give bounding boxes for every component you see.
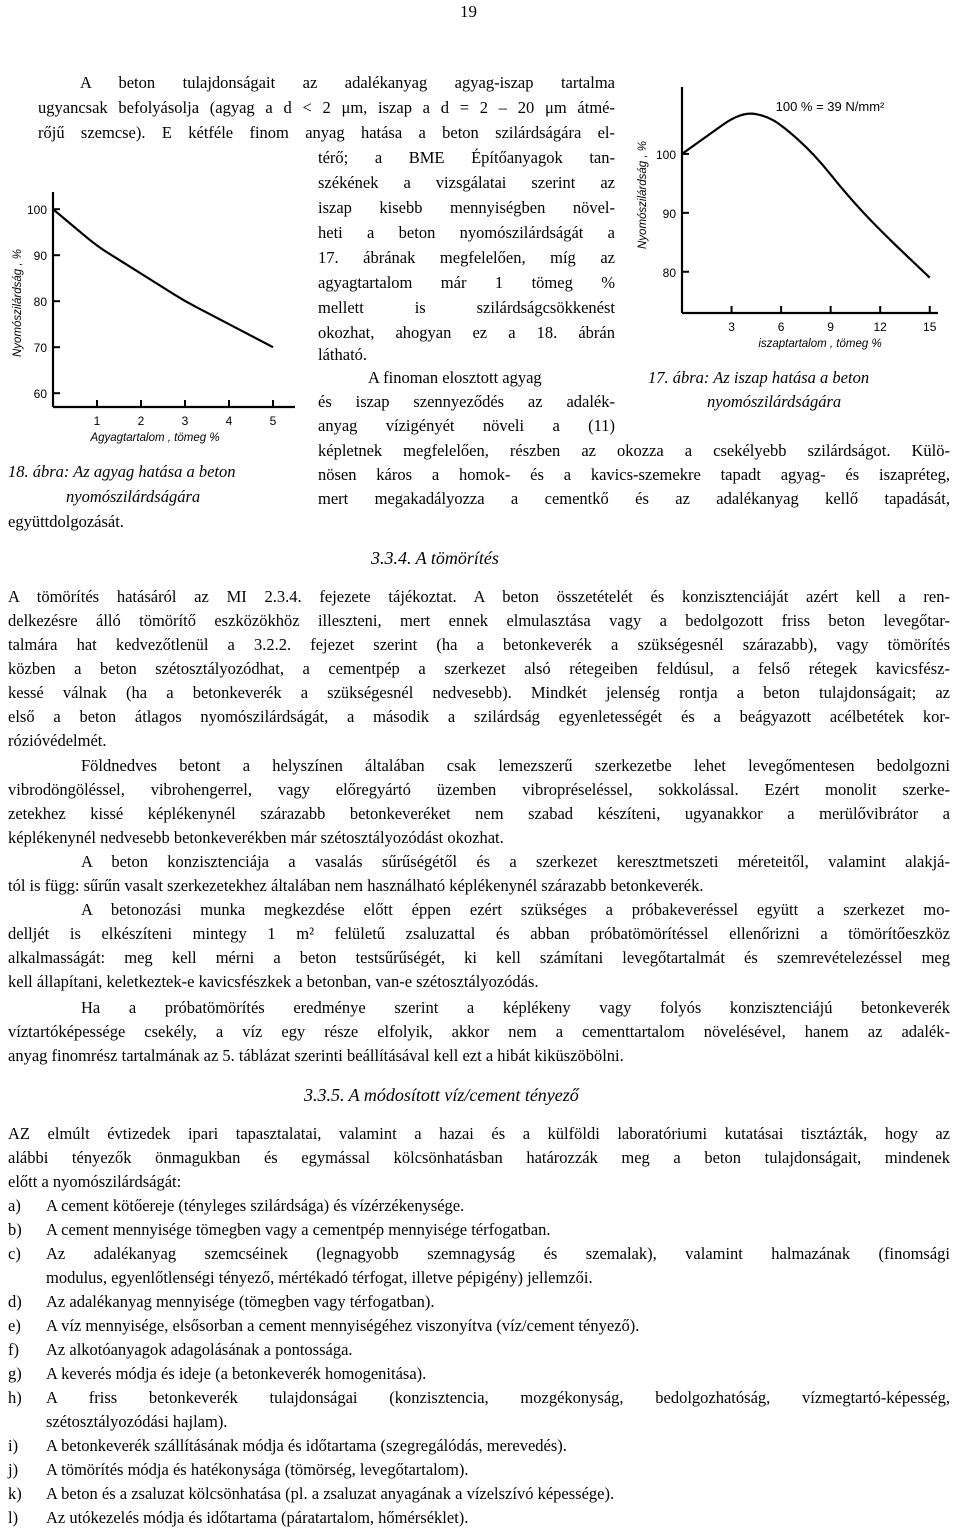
list-item: Az adalékanyag mennyisége (tömegben vagy térfogatban). xyxy=(46,1292,435,1311)
text-line: A tömörítés hatásáról az MI 2.3.4. fejezete tájékoztat. A beton összetételét és konzisztenciáját azért kell a ren- xyxy=(8,587,950,606)
list-item-label: k) xyxy=(8,1484,22,1503)
list-item-label: i) xyxy=(8,1436,19,1455)
list-item: A beton és a zsaluzat kölcsönhatása (pl. a zsaluzat anyagának a vízelszívó képessége). xyxy=(46,1484,615,1503)
text-line: térő; a BME Építőanyagok tan- xyxy=(318,148,615,167)
x-tick-label: 5 xyxy=(269,414,277,428)
list-item: A cement mennyisége tömegben vagy a cementpép mennyisége térfogatban. xyxy=(46,1220,551,1239)
list-item-label: b) xyxy=(8,1220,22,1239)
text-line: és iszap szennyeződés az adalék- xyxy=(318,392,615,411)
data-line xyxy=(682,114,930,278)
text-line: mert megakadályozza a cementkő és az adalékanyag kellő tapadását, xyxy=(318,489,950,508)
list-item-label: a) xyxy=(8,1196,21,1215)
list-item-label: h) xyxy=(8,1388,22,1407)
text-line: képletnek megfelelően, részben az okozza a csekélyebb szilárdságot. Külö- xyxy=(318,441,950,460)
x-tick-label: 15 xyxy=(923,320,937,334)
list-item: A keverés módja és ideje (a betonkeverék homogenitása). xyxy=(46,1364,427,1383)
text-line: heti a beton nyomószilárdságát a xyxy=(318,223,615,242)
text-line: előtt a nyomószilárdságát: xyxy=(8,1172,182,1191)
text-line: A beton konzisztenciája a vasalás sűrűségétől és a szerkezet keresztmetszeti méreteitől, valamint alakjá- xyxy=(81,852,950,871)
text-line: alábbi tényezők önmagukban és egymással kölcsönhatásban határozzák meg a beton tulajdonságait, mindenek xyxy=(8,1148,950,1167)
text-line: képlékenynél nedvesebb betonkeverékben már szétosztályozódást okozhat. xyxy=(8,828,504,847)
y-axis-label: Nyomószilárdság , % xyxy=(12,248,24,358)
data-line xyxy=(53,209,273,347)
figure-17-caption-2: nyomószilárdságára xyxy=(707,392,842,411)
list-item: szétosztályozódási hajlam). xyxy=(46,1412,228,1431)
list-item: Az utókezelés módja és időtartama (páratartalom, hőmérséklet). xyxy=(46,1508,469,1527)
list-item-label: d) xyxy=(8,1292,22,1311)
list-item: Az adalékanyag szemcséinek (legnagyobb szemnagyság és szemalak), valamint halmazának (finomsági xyxy=(46,1244,950,1263)
text-line: együttdolgozását. xyxy=(8,512,124,531)
text-line: víztartóképessége csekély, a víz egy része elfolyik, akkor nem a cementtartalom növelésével, hanem az adalék- xyxy=(8,1022,950,1041)
list-item: A cement kötőereje (tényleges szilárdsága) és vízérzékenysége. xyxy=(46,1196,465,1215)
text-line: AZ elmúlt évtizedek ipari tapasztalatai, valamint a hazai és a külföldi laboratóriumi kutatásai tisztázták, hogy az xyxy=(8,1124,950,1143)
x-tick-label: 2 xyxy=(137,414,145,428)
text-line: A beton tulajdonságait az adalékanyag agyag-iszap tartalma xyxy=(80,73,615,92)
list-item: Az alkotóanyagok adagolásának a pontossága. xyxy=(46,1340,353,1359)
text-line: első a beton átlagos nyomószilárdságát, a második a szilárdság egyenletességét és a beágyazott acélbetétek kor- xyxy=(8,707,950,726)
x-tick-label: 3 xyxy=(728,320,735,334)
y-tick-label: 80 xyxy=(33,295,47,310)
text-line: Ha a próbatömörítés eredménye szerint a képlékeny vagy folyós konzisztenciájú betonkeverék xyxy=(81,998,950,1017)
text-line: talmára hat kedvezőtlenül a 3.2.2. fejezet szerint (ha a betonkeverék a szükségesnél szárazabb), vagy tömörítés xyxy=(8,635,950,654)
x-tick-label: 6 xyxy=(777,320,785,334)
x-tick-label: 12 xyxy=(873,320,887,334)
text-line: A finoman elosztott agyag xyxy=(368,368,542,387)
y-tick-label: 90 xyxy=(662,206,676,221)
text-line: delkezésre álló tömörítő eszközökhöz illeszteni, mert ennek elmulasztása vagy a bedolgozott friss beton levegőtar- xyxy=(8,611,950,630)
text-line: agyagtartalom már 1 tömeg % xyxy=(318,273,615,292)
text-line: alkalmasságát: meg kell mérni a beton testsűrűségét, ki kell számítani levegőtartalmát és szemrevételezéssel meg xyxy=(8,948,950,967)
list-item-label: c) xyxy=(8,1244,21,1263)
text-line: 17. ábrának megfelelően, míg az xyxy=(318,248,615,267)
y-tick-label: 60 xyxy=(33,387,47,402)
text-line: A betonozási munka megkezdése előtt éppen ezért szükséges a próbakeveréssel együtt a szerkezet mo- xyxy=(81,900,950,919)
x-axis-label: iszaptartalom , tömeg % xyxy=(758,338,882,350)
text-line: anyag finomrész tartalmának az 5. táblázat szerinti beállításával kell ezt a hibát kiküszöbölni. xyxy=(8,1046,624,1065)
list-item: A betonkeverék szállításának módja és időtartama (szegregálódás, merevedés). xyxy=(46,1436,567,1455)
list-item: A friss betonkeverék tulajdonságai (konzisztencia, mozgékonyság, bedolgozhatóság, vízmegtartó-képesség, xyxy=(46,1388,950,1407)
y-tick-label: 100 xyxy=(26,203,47,218)
section-heading-334: 3.3.4. A tömörítés xyxy=(371,548,499,568)
x-tick-label: 1 xyxy=(93,414,101,428)
y-tick-label: 80 xyxy=(662,265,676,280)
text-line: vibrodöngöléssel, vibrohengerrel, vagy előregyártó üzemben vibropréseléssel, sokkolással. Ezért monolit szerke- xyxy=(8,780,950,799)
text-line: mellett is szilárdságcsökkenést xyxy=(318,298,615,317)
list-item-label: j) xyxy=(8,1460,19,1479)
list-item: A víz mennyisége, elsősorban a cement mennyiségéhez viszonyítva (víz/cement tényező). xyxy=(46,1316,640,1335)
text-line: nösen káros a homok- és a kavics-szemekre tapadt agyag- és iszapréteg, xyxy=(318,465,950,484)
figure-17-chart xyxy=(630,75,950,365)
list-item-label: f) xyxy=(8,1340,19,1359)
text-line: tól is függ: sűrűn vasalt szerkezetekhez általában nem használható képlékenynél szárazabb betonkeverék. xyxy=(8,876,704,895)
text-line: székének a vizsgálatai szerint az xyxy=(318,173,615,192)
y-axis-label: Nyomószilárdság , % xyxy=(637,140,649,250)
text-line: zetekhez kissé képlékenynél szárazabb betonkeveréket nem szabad készíteni, ugyanakkor a merülővibrátor a xyxy=(8,804,950,823)
figure-17-caption: 17. ábra: Az iszap hatása a beton xyxy=(648,368,870,387)
text-line: kessé válnak (ha a betonkeverék a szükségesnél nedvesebb). Mindkét jelenség rontja a beton tulajdonságait; az xyxy=(8,683,950,702)
text-line: iszap kisebb mennyiségben növel- xyxy=(318,198,615,217)
list-item-label: g) xyxy=(8,1364,22,1383)
list-item-label: l) xyxy=(8,1508,19,1527)
figure-18-caption: 18. ábra: Az agyag hatása a beton xyxy=(8,462,236,481)
x-tick-label: 3 xyxy=(181,414,189,428)
text-line: közben a beton szétosztályozódhat, a cementpép a szerkezet alsó rétegeiben feldúsul, a felső rétegek kavicsfész- xyxy=(8,659,950,678)
list-item: A tömörítés módja és hatékonysága (tömörség, levegőtartalom). xyxy=(46,1460,469,1479)
text-line: látható. xyxy=(318,345,368,364)
text-line: anyag vízigényét növeli a (11) xyxy=(318,416,615,435)
page-number: 19 xyxy=(460,2,477,21)
x-tick-label: 9 xyxy=(827,320,834,334)
text-line: ugyancsak befolyásolja (agyag a d < 2 μm, iszap a d = 2 – 20 μm átmé- xyxy=(38,98,615,117)
section-heading-335: 3.3.5. A módosított víz/cement tényező xyxy=(304,1085,579,1105)
y-tick-label: 70 xyxy=(33,341,47,356)
list-item-label: e) xyxy=(8,1316,21,1335)
text-line: delljét is elkészíteni mintegy 1 m² felületű zsaluzattal és abban próbatömörítéssel ellenőrizni a tömörítőeszköz xyxy=(8,924,950,943)
x-tick-label: 4 xyxy=(225,414,233,428)
figure-17-note: 100 % = 39 N/mm² xyxy=(775,99,885,114)
text-line: rőjű szemcse). E kétféle finom anyag hatása a beton szilárdságára el- xyxy=(38,123,615,142)
figure-18-caption-2: nyomószilárdságára xyxy=(66,487,201,506)
x-axis-label: Agyagtartalom , tömeg % xyxy=(90,432,220,444)
text-line: Földnedves betont a helyszínen általában csak lemezszerű szerkezetbe lehet levegőmentesen bedolgozni xyxy=(81,756,950,775)
text-line: kell állapítani, keletkeztek-e kavicsfészkek a betonban, van-e szétosztályozódás. xyxy=(8,972,539,991)
y-tick-label: 100 xyxy=(655,147,676,162)
list-item: modulus, egyenlőtlenségi tényező, mértékadó térfogat, illetve pépigény) jellemzői. xyxy=(46,1268,593,1287)
figure-18-chart xyxy=(5,185,305,450)
y-tick-label: 90 xyxy=(33,249,47,264)
text-line: rózióvédelmét. xyxy=(8,731,107,750)
text-line: okozhat, ahogyan ez a 18. ábrán xyxy=(318,323,615,342)
